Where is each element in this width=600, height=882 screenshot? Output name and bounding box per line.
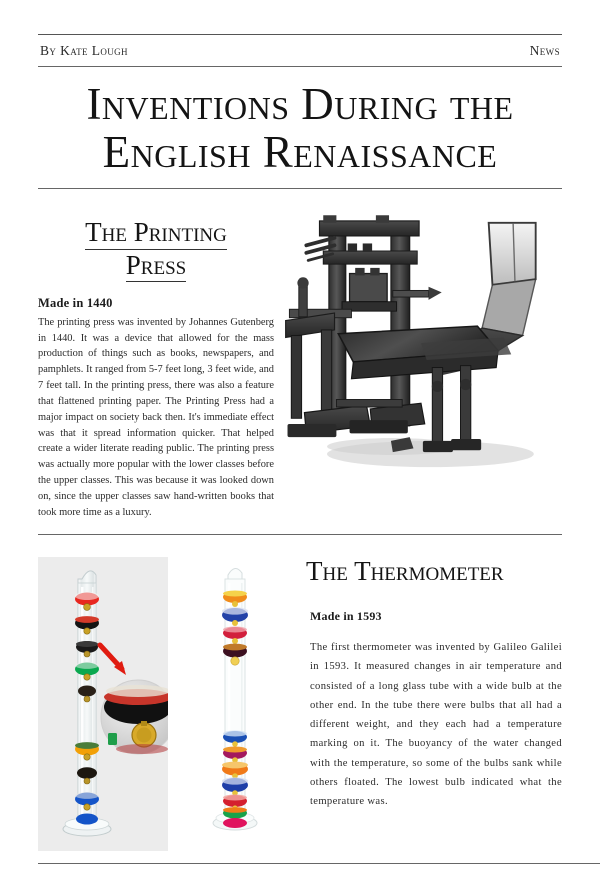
headline-rule (38, 188, 562, 189)
thermometer-photo-right (180, 557, 290, 851)
printing-press-engraving-icon (280, 205, 562, 500)
section-thermometer (38, 557, 562, 851)
thermometer-photo-left (38, 557, 168, 851)
thermometer-heading-text: The Thermometer (306, 556, 504, 587)
printing-press-body: The printing press was invented by Johannes Gutenberg in 1440. It was a device that allowed for the mass production of things such as books, newspapers, and pamphlets. It ranged from 5-7 feet long, 3 feet wide, and 7 feet tall. In the printing press, there was also a feature that flattened printing paper. The Printing Press had a major impact on society back then. It's immediate effect was that it spread information quicker. That helped create a wider literate reading public. The printing press was actually more popular with the lower classes before the upper classes. This was because it was looked down on, since the upper classes saw hand-written books that took more time as a luxury. (38, 316, 274, 518)
thermometer-text-column (296, 557, 562, 851)
footer-rule (38, 863, 600, 864)
page-title-line-2: English Renaissance (102, 126, 498, 177)
section-divider-rule (38, 534, 562, 535)
galileo-thermometer-left-icon (38, 557, 168, 851)
printing-press-image (274, 205, 562, 520)
magnified-detail-inset (101, 680, 168, 754)
printing-press-heading-line-1: The Printing (85, 217, 227, 249)
printing-press-made-in: Made in 1440 (38, 295, 113, 310)
printing-press-heading-line-2: Press (126, 250, 186, 282)
printing-press-heading (38, 217, 274, 281)
galileo-thermometer-right-icon (180, 557, 290, 851)
thermometer-heading (306, 557, 562, 587)
newspaper-page (0, 34, 600, 882)
header-bottom-rule (38, 66, 562, 67)
thermometer-made-in: Made in 1593 (310, 609, 382, 624)
page-title (38, 81, 562, 176)
byline: By Kate Lough (40, 43, 128, 58)
printing-press-text-column (38, 205, 274, 520)
section-label: News (529, 43, 560, 58)
masthead (38, 35, 562, 66)
section-printing-press (38, 205, 562, 520)
page-title-line-1: Inventions During the (86, 79, 514, 129)
thermometer-images (38, 557, 296, 851)
thermometer-body: The first thermometer was invented by Galileo Galilei in 1593. It measured changes in air temperature and consisted of a long glass tube with a wide bulb at the other end. In the tube there were bulbs that all had a different weight, and they each had a temperature marking on it. The buoyancy of the water changed with the temperature, so some of the bulbs sank while others floated. The lowest bulb indicated what the temperature was. (310, 642, 562, 808)
